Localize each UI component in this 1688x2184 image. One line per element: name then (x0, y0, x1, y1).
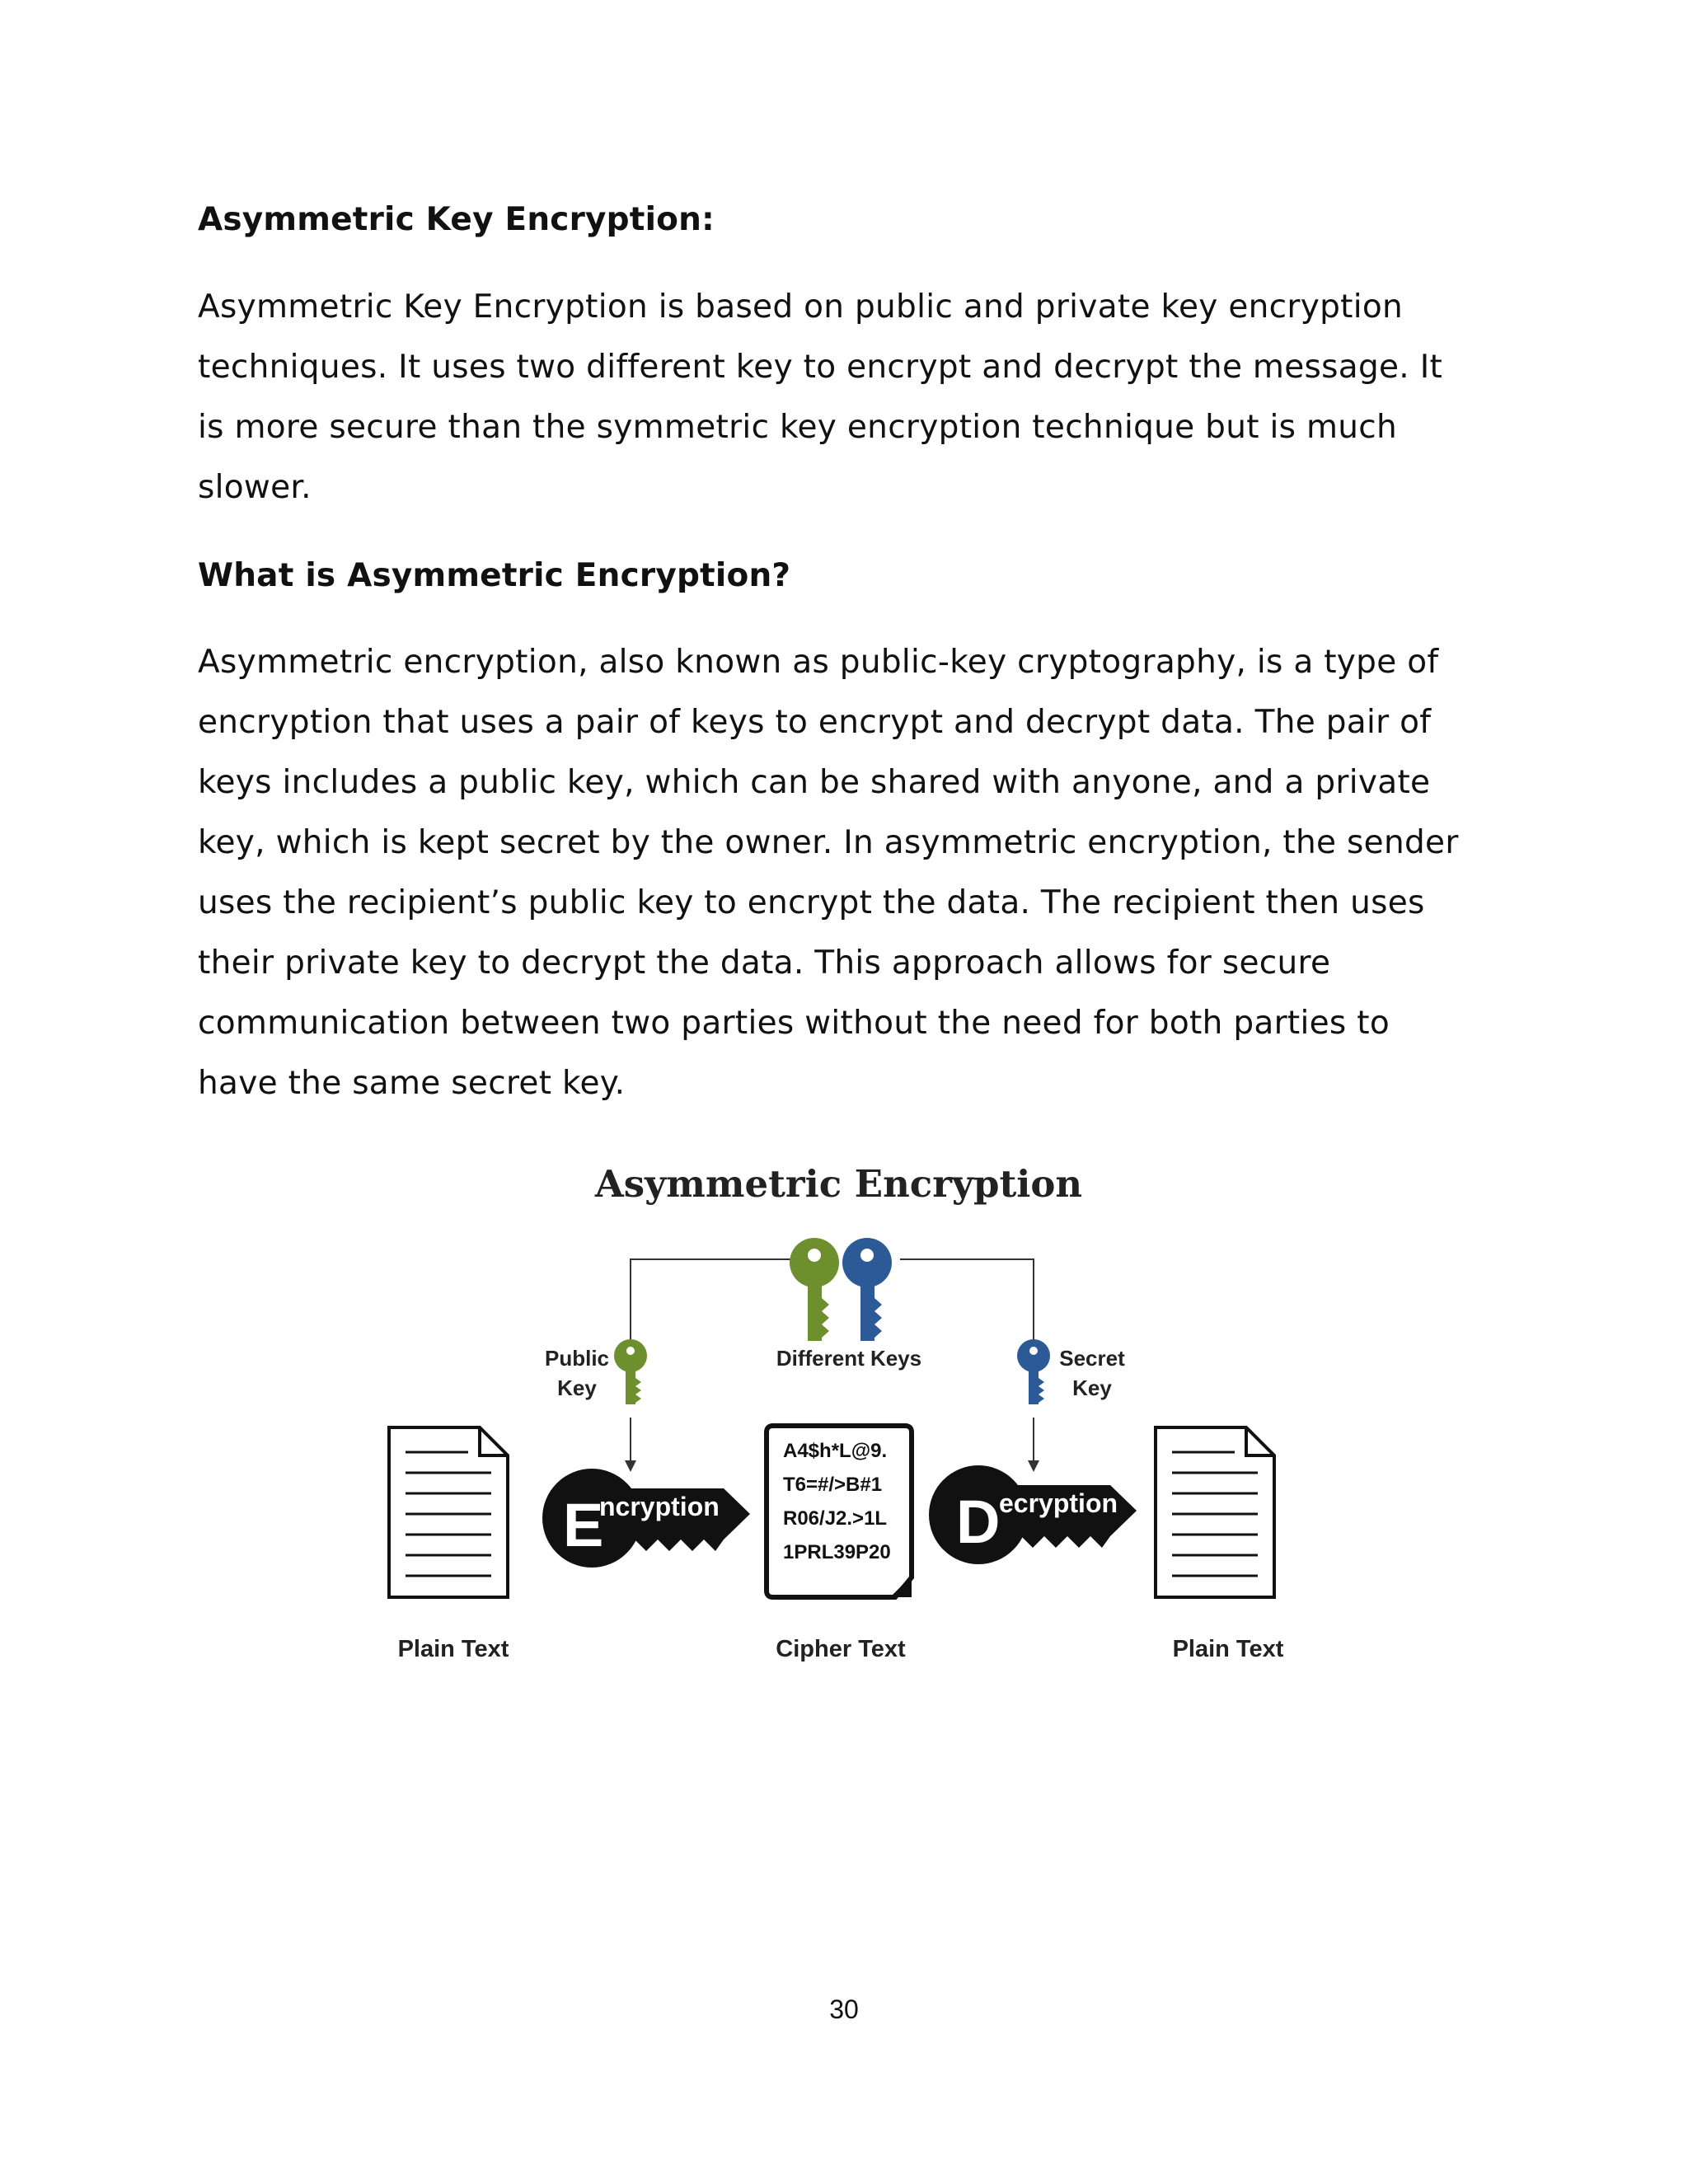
paragraph-line: encryption that uses a pair of keys to encrypt and decrypt data. The pair of (198, 704, 1432, 741)
paragraph-line: their private key to decrypt the data. This approach allows for secure (198, 944, 1331, 982)
arrow-head-icon (1028, 1460, 1039, 1472)
paragraph-asymmetric-key-encryption (198, 277, 1508, 518)
public-key-label-line2: Key (557, 1376, 597, 1400)
paragraph-what-is-asymmetric-encryption (198, 632, 1508, 1113)
paragraph-line: keys includes a public key, which can be shared with anyone, and a private (198, 764, 1431, 801)
public-key-label (536, 1343, 618, 1403)
asymmetric-encryption-diagram (363, 1146, 1335, 1690)
arrow-head-icon (625, 1460, 636, 1472)
section-heading-what-is-asymmetric-encryption: What is Asymmetric Encryption? (198, 557, 791, 594)
plain-text-document-right-icon (1156, 1427, 1274, 1597)
decryption-label: ecryption (999, 1488, 1118, 1518)
page-number: 30 (829, 1994, 859, 2024)
secret-key-label-line1: Secret (1059, 1346, 1125, 1371)
decryption-initial: D (956, 1488, 1001, 1556)
section-heading-asymmetric-key-encryption: Asymmetric Key Encryption: (198, 201, 715, 238)
public-key-label-line1: Public (544, 1346, 609, 1371)
caption-plain-text-left: Plain Text (397, 1636, 509, 1662)
paragraph-line: communication between two parties without the need for both parties to (198, 1005, 1390, 1042)
caption-plain-text-right: Plain Text (1172, 1636, 1284, 1662)
encryption-initial: E (563, 1491, 604, 1559)
connector-line-left (631, 1259, 804, 1357)
secret-key-label (1047, 1343, 1137, 1403)
paragraph-line: key, which is kept secret by the owner. In asymmetric encryption, the sender (198, 824, 1459, 861)
encryption-label: ncryption (599, 1492, 720, 1521)
paragraph-line: Asymmetric encryption, also known as public-key cryptography, is a type of (198, 644, 1439, 681)
cipher-line: A4$h*L@9. (783, 1440, 888, 1462)
cipher-text-content (783, 1434, 948, 1569)
plain-text-document-left-icon (389, 1427, 508, 1597)
paragraph-line: is more secure than the symmetric key encryption technique but is much (198, 409, 1398, 446)
cipher-line: R06/J2.>1L (783, 1507, 888, 1530)
secret-key-label-line2: Key (1072, 1376, 1112, 1400)
diagram-graphics (363, 1146, 1335, 1690)
paragraph-line: have the same secret key. (198, 1065, 626, 1102)
paragraph-line: uses the recipient’s public key to encrypt the data. The recipient then uses (198, 884, 1425, 921)
paragraph-line: techniques. It uses two different key to encrypt and decrypt the message. It (198, 349, 1443, 386)
caption-cipher-text: Cipher Text (776, 1636, 906, 1662)
cipher-line: T6=#/>B#1 (783, 1474, 883, 1496)
cipher-line: 1PRL39P20 (783, 1541, 891, 1563)
paragraph-line: slower. (198, 469, 312, 506)
paragraph-line: Asymmetric Key Encryption is based on public and private key encryption (198, 288, 1404, 326)
diagram-title: Asymmetric Encryption (594, 1162, 1083, 1206)
different-keys-label: Different Keys (776, 1346, 922, 1371)
